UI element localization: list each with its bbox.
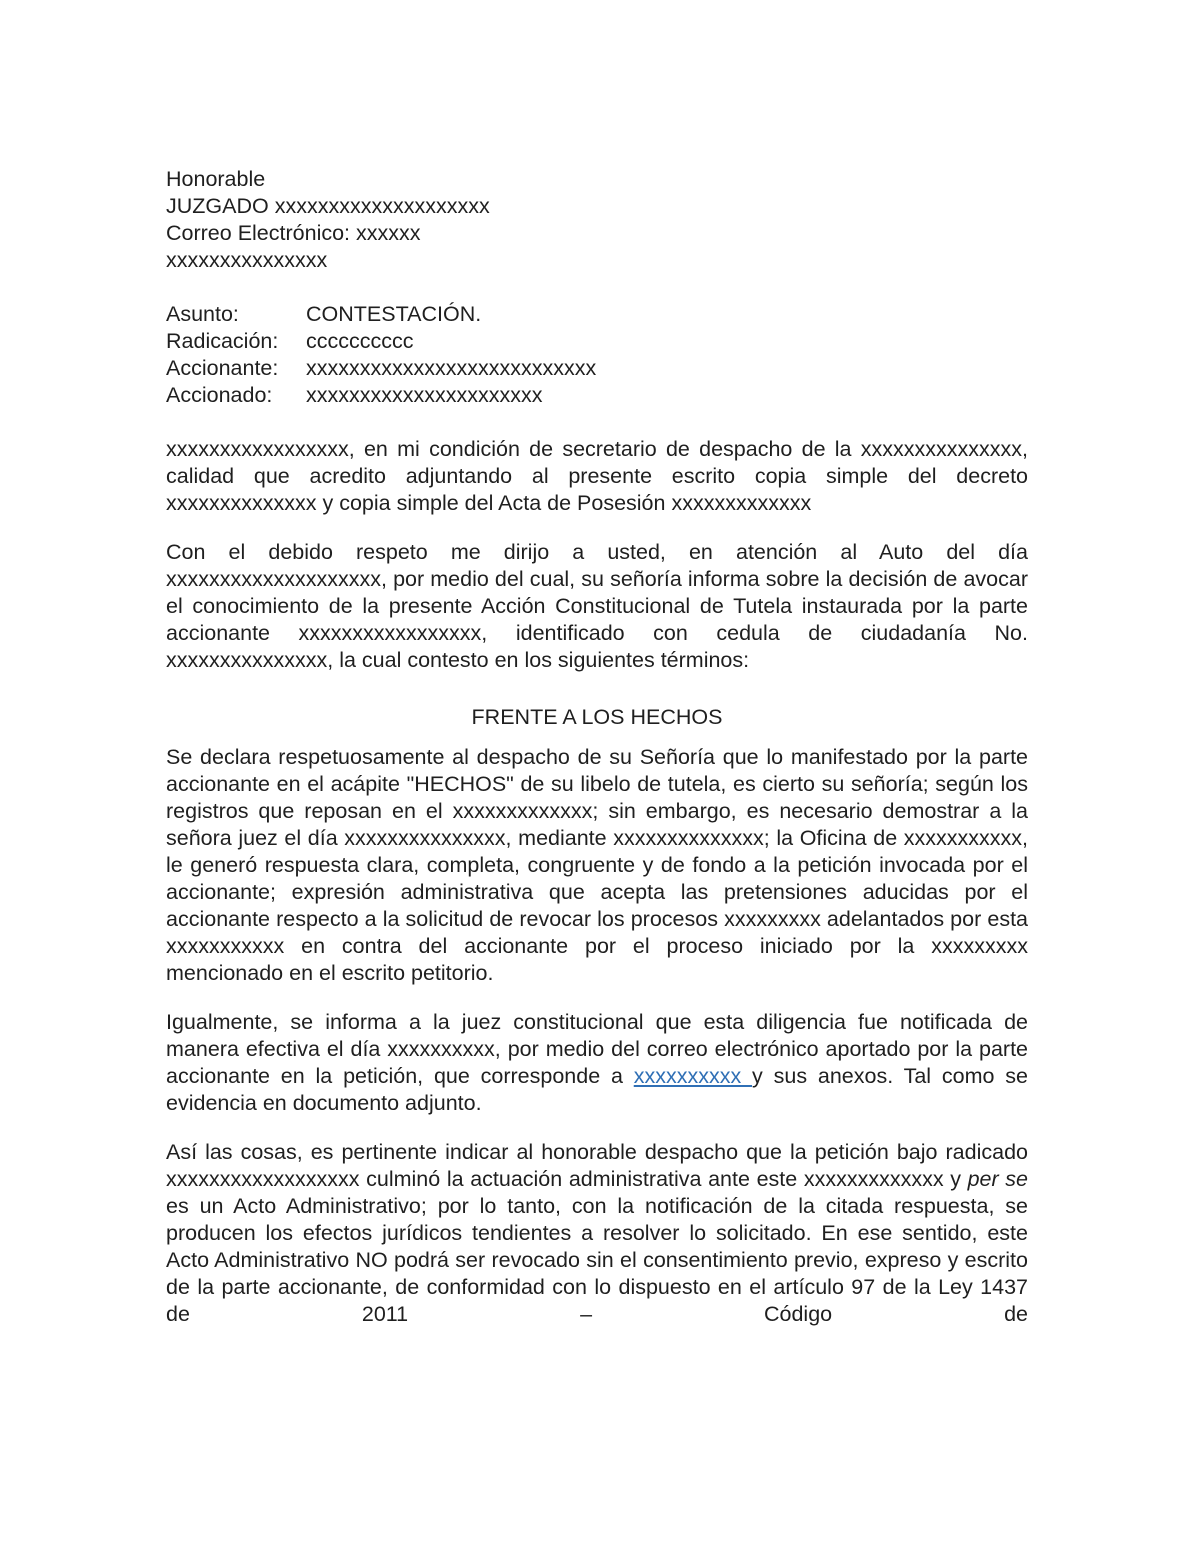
salutation: Honorable xyxy=(166,167,266,191)
paragraph-notification xyxy=(166,1009,1028,1117)
meta-label: Accionado: xyxy=(166,383,273,407)
paragraph-text: y sus anexos. Tal como se evidencia en documento adjunto. xyxy=(166,1064,1028,1115)
paragraph-text: Así las cosas, es pertinente indicar al honorable despacho que la petición bajo radicado xxxxxxxxxxxxxxxxxx culminó la actuación administrativa ante este xxxxxxxxxxxxx y xyxy=(166,1140,1028,1191)
court-name: JUZGADO xxxxxxxxxxxxxxxxxxxx xyxy=(166,194,490,218)
meta-value: CONTESTACIÓN. xyxy=(306,302,482,326)
meta-label: Accionante: xyxy=(166,356,279,380)
paragraph-conclusion xyxy=(166,1139,1028,1328)
meta-row-accionante xyxy=(166,355,1028,382)
paragraph-text: es un Acto Administrativo; por lo tanto, con la notificación de la citada respuesta, se producen los efectos jurídicos tendientes a resolver lo solicitado. En ese sentido, este Acto Administrativo NO podrá ser revocado sin el consentimiento previo, expreso y escrito de la parte accionante, de conformidad con lo dispuesto en el artículo 97 de la Ley 1437 de 2011 – Código de xyxy=(166,1194,1028,1326)
case-metadata xyxy=(166,301,1028,409)
paragraph-hechos: Se declara respetuosamente al despacho de su Señoría que lo manifestado por la parte accionante en el acápite "HECHOS" de su libelo de tutela, es cierto su señoría; según los registros que reposan en el xxxxxxxxxxxxx; sin embargo, es necesario demostrar a la señora juez el día xxxxxxxxxxxxxxx, mediante xxxxxxxxxxxxxx; la Oficina de xxxxxxxxxxx, le generó respuesta clara, completa, congruente y de fondo a la petición invocada por el accionante; expresión administrativa que acepta las pretensiones aducidas por el accionante respecto a la solicitud de revocar los procesos xxxxxxxxx adelantados por esta xxxxxxxxxxx en contra del accionante por el proceso iniciado por la xxxxxxxxx mencionado en el escrito petitorio. xyxy=(166,745,1028,985)
meta-value: xxxxxxxxxxxxxxxxxxxxxxxxxxx xyxy=(306,356,597,380)
paragraph-introduction: xxxxxxxxxxxxxxxxx, en mi condición de secretario de despacho de la xxxxxxxxxxxxxxx, calidad que acredito adjuntando al presente escrito copia simple del decreto xxxxxxxxxxxxxx y copia simple del Acta de Posesión xxxxxxxxxxxxx xyxy=(166,437,1028,515)
addressee-block xyxy=(166,166,1028,274)
email-link[interactable]: xxxxxxxxxx xyxy=(633,1064,753,1088)
italic-latin-phrase: per se xyxy=(967,1167,1028,1191)
meta-value: cccccccccc xyxy=(306,329,414,353)
meta-row-radicacion xyxy=(166,328,1028,355)
section-heading: FRENTE A LOS HECHOS xyxy=(471,705,723,729)
document-page xyxy=(166,166,1028,1350)
meta-row-accionado xyxy=(166,382,1028,409)
meta-value: xxxxxxxxxxxxxxxxxxxxxx xyxy=(306,383,543,407)
meta-label: Asunto: xyxy=(166,302,239,326)
paragraph-text: Igualmente, se informa a la juez constitucional que esta diligencia fue notificada de manera efectiva el día xxxxxxxxxx, por medio del correo electrónico aportado por la parte accionante en la petición, que corresponde a xyxy=(166,1010,1028,1088)
meta-label: Radicación: xyxy=(166,329,279,353)
paragraph-auto: Con el debido respeto me dirijo a usted, en atención al Auto del día xxxxxxxxxxxxxxxxxxxx, por medio del cual, su señoría informa sobre la decisión de avocar el conocimiento de la presente Acción Constitucional de Tutela instaurada por la parte accionante xxxxxxxxxxxxxxxxx, identificado con cedula de ciudadanía No. xxxxxxxxxxxxxxx, la cual contesto en los siguientes términos: xyxy=(166,540,1028,672)
court-extra: xxxxxxxxxxxxxxx xyxy=(166,248,328,272)
court-email: Correo Electrónico: xxxxxx xyxy=(166,221,421,245)
meta-row-asunto xyxy=(166,301,1028,328)
